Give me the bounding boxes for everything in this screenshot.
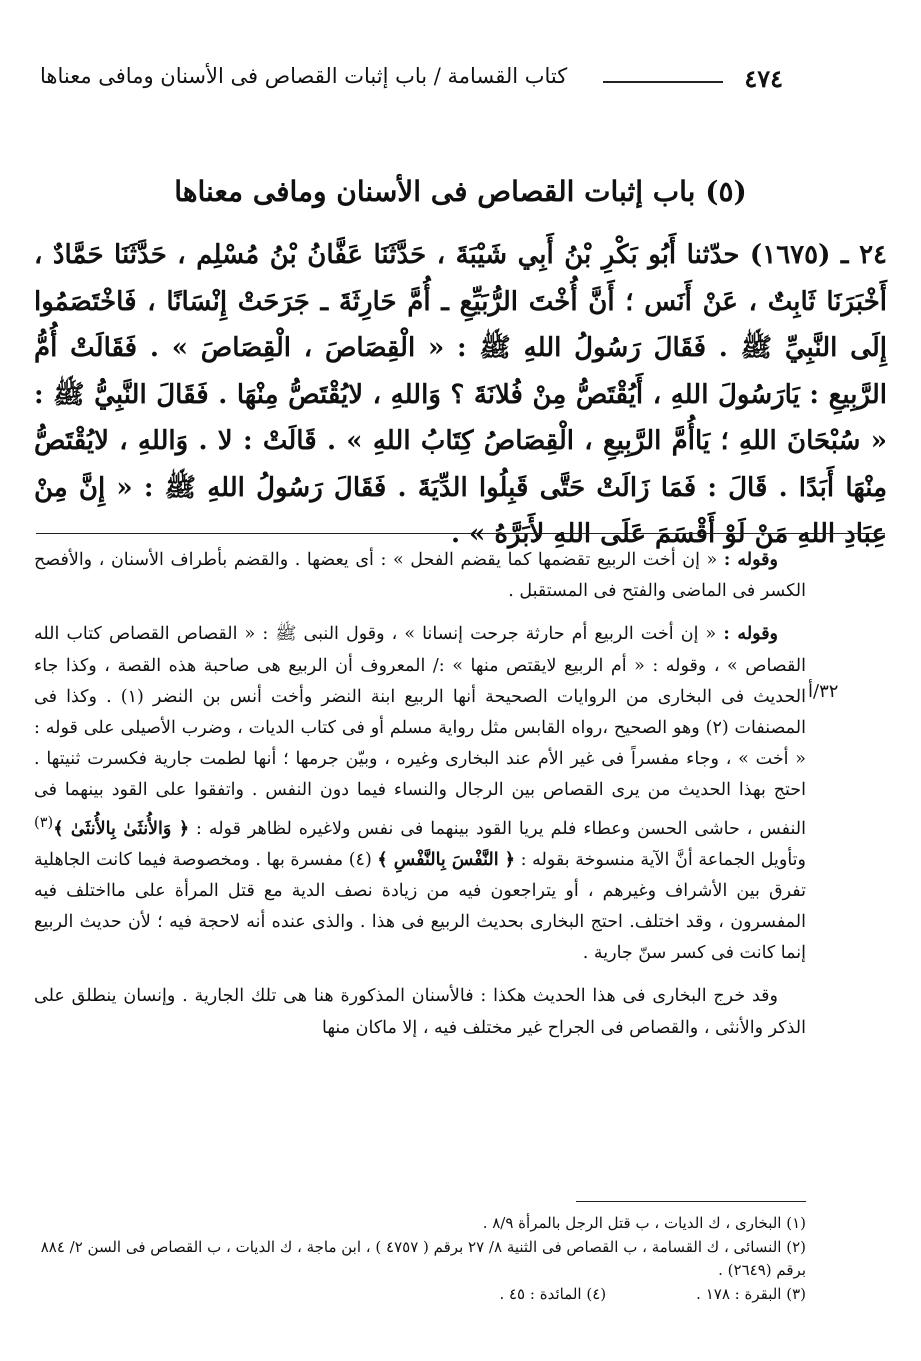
commentary-text: « إن أخت الربيع تقضمها كما يقضم الفحل » : أى يعضها . والقضم بأطراف الأسنان ، والأفصح الكسر فى الماضى والفتح فى المستقبل .	[34, 550, 806, 602]
commentary	[34, 545, 806, 1056]
manuscript-folio-note: ٣٢/أ	[808, 681, 839, 702]
running-title: كتاب القسامة / باب إثبات القصاص فى الأسنان ومافى معناها	[40, 64, 568, 88]
commentary-text: وقد خرج البخارى فى هذا الحديث هكذا : فالأسنان المذكورة هنا هى تلك الجارية . وإنسان ينطلق على الذكر والأنثى ، والقصاص فى الجراح غير مختلف فيه ، إلا ماكان منها	[34, 986, 806, 1038]
quran-quote: ﴿ وَالأُنثَىٰ بِالأُنثَىٰ ﴾	[53, 818, 190, 839]
commentary-text: مفسرة بها . ومخصوصة فيما كانت الجاهلية تفرق بين الأشراف وغيرهم ، أو يتراجعون فيه من زيادة نصف الدية مع قتل المرأة على مااختلف فيه المفسرون ، وقد اختلف. احتج البخارى بحديث الربيع فى هذا . والذى عنده أنه لاحجة فيه ؛ لأن حديث الربيع إنما كانت فى كسر سنّ جارية .	[34, 849, 806, 964]
chapter-title: (٥) باب إثبات القصاص فى الأسنان ومافى معناها	[174, 175, 747, 208]
commentary-text: « إن أخت الربيع أم حارثة جرحت إنسانا » ، وقول النبى ﷺ : « القصاص القصاص كتاب الله القصاص » ، وقوله : « أم الربيع لايقتص منها » :/ المعروف أن الربيع هى صاحبة هذه القصة ، وكذا جاء الحديث فى البخارى من الروايات الصحيحة أنها الربيع ابنة النضر وأخت أنس بن النضر (١) . وكذا فى المصنفات (٢) وهو الصحيح ،رواه القابس مثل رواية مسلم أو فى كتاب الديات ، وضرب الأصيلى على قوله : « أخت » ، وجاء مفسراً فى غير الأم عند البخارى وغيره ، وبيّن جرمها ؛ أنها لطمت جارية فكسرت ثنيتها . احتج بهذا الحديث من يرى القصاص بين الرجال والنساء فيما دون النفس . واتفقوا على القود بينهما فى النفس ، حاشى الحسن وعطاء فلم يريا القود بينهما فى نفس ولاغيره لظاهر قوله :	[34, 624, 806, 839]
hadith-text	[34, 232, 887, 558]
page-number: ٤٧٤	[744, 64, 783, 93]
footnote: (٣) البقرة : ١٧٨ .	[696, 1284, 806, 1303]
footnote: (٤) المائدة : ٤٥ .	[499, 1284, 607, 1303]
footnote: (٢) النسائى ، ك القسامة ، ب القصاص فى الثنية ٨/ ٢٧ برقم ( ٤٧٥٧ ) ، ابن ماجة ، ك الديات ، ب القصاص فى السن ٢/ ٨٨٤ برقم (٢٦٤٩) .	[40, 1237, 806, 1279]
commentary-paragraph	[34, 981, 806, 1043]
footnote: (١) البخارى ، ك الديات ، ب قتل الرجل بالمرأة ٨/٩ .	[482, 1214, 806, 1232]
commentary-paragraph	[34, 619, 806, 969]
header-divider	[603, 81, 723, 83]
hadith-paragraph: ٢٤ ـ (١٦٧٥) حدّثنا أَبُو بَكْرِ بْنُ أَبِي شَيْبَةَ ، حَدَّثَنَا عَفَّانُ بْنُ مُسْلِم ، حَدَّثَنَا حَمَّادٌ ، أَخْبَرَنَا ثَابِتٌ ، عَنْ أَنَس ؛ أَنَّ أُخْتَ الرُّبَيِّعِ ـ أُمَّ حَارِثَةَ ـ جَرَحَتْ إِنْسَانًا ، فَاخْتَصَمُوا إِلَى النَّبِيِّ ﷺ . فَقَالَ رَسُولُ اللهِ ﷺ : « الْقِصَاصَ ، الْقِصَاصَ » . فَقَالَتْ أُمُّ الرَّبِيعِ : يَارَسُولَ اللهِ ، أَيُقْتَصُّ مِنْ فُلانَةَ ؟ وَاللهِ ، لايُقْتَصُّ مِنْهَا . فَقَالَ النَّبِيُّ ﷺ : « سُبْحَانَ اللهِ ؛ يَاأُمَّ الرَّبِيعِ ، الْقِصَاصُ كِتَابُ اللهِ » . قَالَتْ : لا . وَاللهِ ، لايُقْتَصُّ مِنْهَا أَبَدًا . قَالَ : فَمَا زَالَتْ حَتَّى قَبِلُوا الدِّيَةَ . فَقَالَ رَسُولُ اللهِ ﷺ : « إِنَّ مِنْ عِبَادِ اللهِ مَنْ لَوْ أَقْسَمَ عَلَى اللهِ لأَبَرَّهُ » .	[34, 240, 887, 549]
footnotes	[34, 1212, 806, 1306]
footnote-row	[34, 1283, 806, 1307]
commentary-label: وقوله :	[723, 550, 778, 570]
commentary-text: وتأويل الجماعة أنَّ الآية منسوخة بقوله :	[520, 849, 806, 870]
commentary-label: وقوله :	[723, 624, 779, 645]
footnote-divider	[576, 1201, 806, 1202]
page-header	[40, 62, 783, 102]
text-divider	[36, 533, 885, 534]
quran-quote: ﴿ النَّفْسَ بِالنَّفْسِ ﴾	[377, 849, 515, 870]
commentary-paragraph	[34, 545, 806, 607]
footnote-ref: (٤)	[348, 849, 372, 870]
footnote-ref: (٣)	[34, 813, 54, 831]
